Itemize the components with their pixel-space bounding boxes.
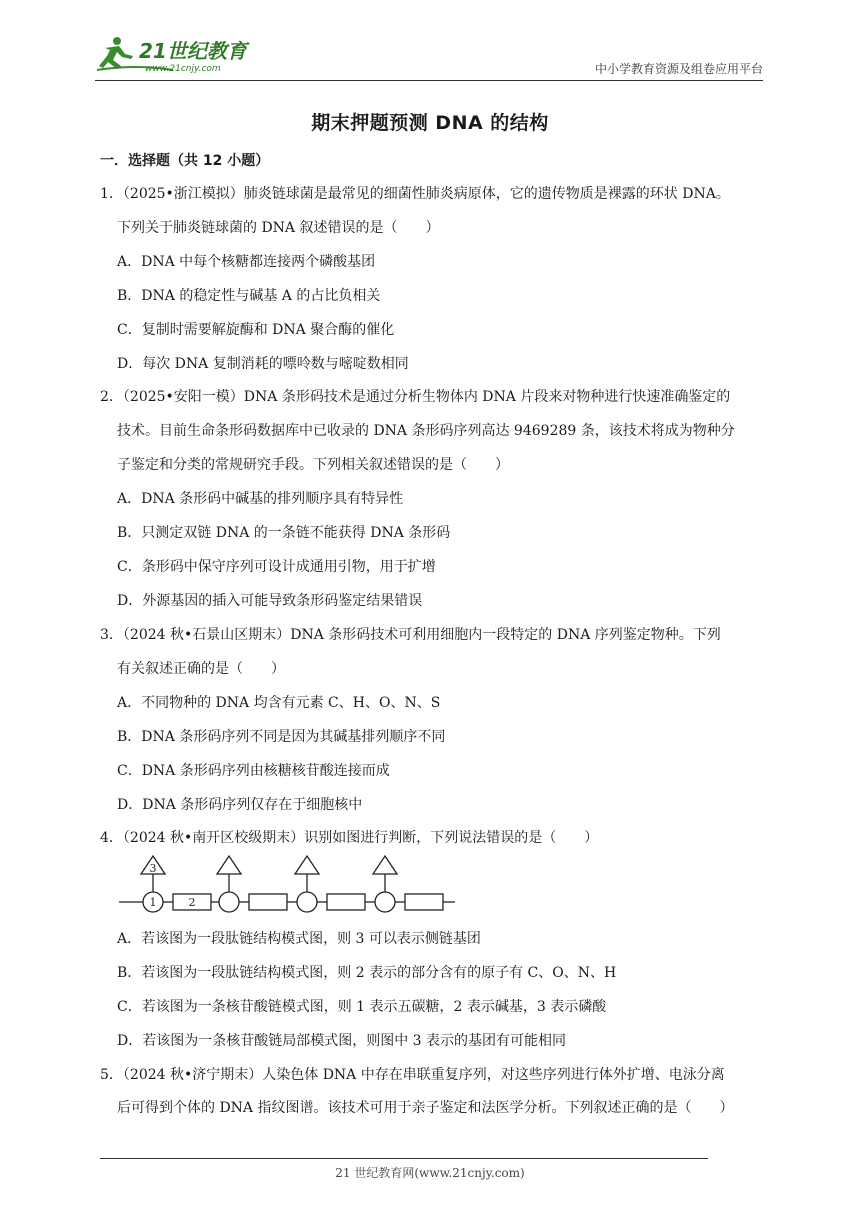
question-1-line-1: 1．（2025•浙江模拟）肺炎链球菌是最常见的细菌性肺炎病原体，它的遗传物质是裸露的环状 DNA。 (100, 186, 730, 202)
logo-text: 21世纪教育 (139, 39, 247, 63)
triangle-unit (373, 856, 397, 874)
question-5-line-1: 5．（2024 秋•济宁期末）人染色体 DNA 中存在串联重复序列，对这些序列进行体外扩增、电泳分离 (100, 1067, 725, 1083)
chain-diagram (117, 852, 457, 916)
circle-unit (297, 892, 317, 912)
question-4-line-1: 4．（2024 秋•南开区校级期末）识别如图进行判断，下列说法错误的是（ ） (100, 830, 599, 846)
question-3-option-d: D．DNA 条形码序列仅存在于细胞核中 (117, 797, 363, 813)
section-heading: 一．选择题（共 12 小题） (100, 153, 270, 169)
question-1-line-2: 下列关于肺炎链球菌的 DNA 叙述错误的是（ ） (117, 220, 440, 236)
circle-unit (375, 892, 395, 912)
question-4-option-a: A．若该图为一段肽链结构模式图，则 3 可以表示侧链基团 (117, 931, 481, 947)
triangle-unit (295, 856, 319, 874)
circle-unit (219, 892, 239, 912)
label-2: 2 (188, 896, 196, 909)
question-2-line-1: 2．（2025•安阳一模）DNA 条形码技术是通过分析生物体内 DNA 片段来对物种进行快速准确鉴定的 (100, 389, 731, 405)
label-1: 1 (149, 896, 157, 909)
question-5-line-2: 后可得到个体的 DNA 指纹图谱。该技术可用于亲子鉴定和法医学分析。下列叙述正确的是（ ） (117, 1100, 734, 1116)
question-1-option-b: B．DNA 的稳定性与碱基 A 的占比负相关 (117, 288, 381, 304)
question-1-option-d: D．每次 DNA 复制消耗的嘌呤数与嘧啶数相同 (117, 356, 409, 372)
rect-unit (249, 894, 287, 910)
footer-divider (100, 1158, 708, 1159)
question-2-option-d: D．外源基因的插入可能导致条形码鉴定结果错误 (117, 593, 423, 609)
question-1-option-c: C．复制时需要解旋酶和 DNA 聚合酶的催化 (117, 322, 395, 338)
question-4-option-c: C．若该图为一条核苷酸链模式图，则 1 表示五碳糖，2 表示碱基，3 表示磷酸 (117, 999, 607, 1015)
platform-name: 中小学教育资源及组卷应用平台 (594, 62, 763, 76)
question-4-option-b: B．若该图为一段肽链结构模式图，则 2 表示的部分含有的原子有 C、O、N、H (117, 965, 617, 981)
logo-url: www.21cnjy.com (145, 64, 221, 74)
footer-link[interactable]: 21 世纪教育网(www.21cnjy.com) (335, 1166, 525, 1180)
question-3-line-1: 3．（2024 秋•石景山区期末）DNA 条形码技术可利用细胞内一段特定的 DNA 序列鉴定物种。下列 (100, 627, 721, 643)
rect-unit (405, 894, 443, 910)
header-divider (95, 80, 763, 81)
question-2-option-c: C．条形码中保守序列可设计成通用引物，用于扩增 (117, 559, 436, 575)
question-3-option-c: C．DNA 条形码序列由核糖核苷酸连接而成 (117, 763, 390, 779)
question-2-line-3: 子鉴定和分类的常规研究手段。下列相关叙述错误的是（ ） (117, 457, 509, 473)
rect-unit (327, 894, 365, 910)
logo (95, 34, 255, 74)
page-header (95, 30, 763, 82)
question-3-line-2: 有关叙述正确的是（ ） (117, 661, 285, 677)
runner-icon (99, 37, 133, 69)
question-1-option-a: A．DNA 中每个核糖都连接两个磷酸基团 (117, 254, 376, 270)
question-3-option-a: A．不同物种的 DNA 均含有元素 C、H、O、N、S (117, 695, 441, 711)
triangle-unit (217, 856, 241, 874)
question-2-option-a: A．DNA 条形码中碱基的排列顺序具有特异性 (117, 491, 404, 507)
question-3-option-b: B．DNA 条形码序列不同是因为其碱基排列顺序不同 (117, 729, 446, 745)
question-2-line-2: 技术。目前生命条形码数据库中已收录的 DNA 条形码序列高达 9469289 条，该技术将成为物种分 (117, 423, 735, 439)
page-title: 期末押题预测 DNA 的结构 (311, 112, 549, 134)
label-3: 3 (149, 862, 157, 875)
question-2-option-b: B．只测定双链 DNA 的一条链不能获得 DNA 条形码 (117, 525, 451, 541)
question-4-option-d: D．若该图为一条核苷酸链局部模式图，则图中 3 表示的基团有可能相同 (117, 1033, 567, 1049)
